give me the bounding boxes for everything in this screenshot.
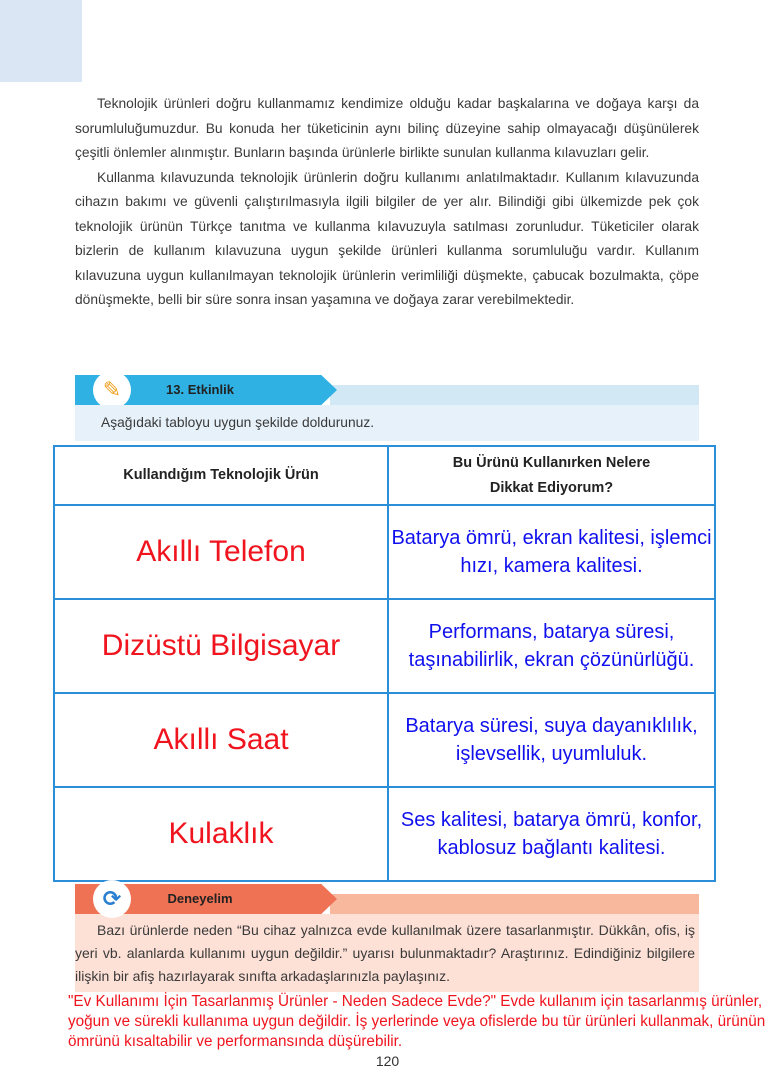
- experiment-text: Bazı ürünlerde neden “Bu cihaz yalnızca evde kullanılmak üzere tasarlanmıştır. Dükkân, ofis, iş yeri vb. alanlarda kullanımı uygun değildir.” uyarısı bulunmaktadır? Araştırınız. Edindiğiniz bilgilere ilişkin bir afiş hazırlayarak sınıfta arkadaşlarınızla paylaşınız.: [75, 922, 695, 984]
- table-row: [54, 599, 715, 693]
- experiment-banner: [75, 884, 699, 914]
- paragraph: Teknolojik ürünleri doğru kullanmamız kendimize olduğu kadar başkalarına ve doğaya karşı da sorumluluğumuzdur. Bu konuda her tüketicinin aynı bilinç düzeyine sahip olmayacağı düşünülerek çeşitli önlemler alınmıştır. Bunların başında ürünlerle birlikte sunulan kullanma kılavuzları gelir.: [75, 96, 699, 160]
- experiment-section: [0, 884, 775, 1069]
- experiment-box: [75, 914, 699, 992]
- activity-instruction-box: [75, 405, 699, 441]
- pencil-icon: ✎: [93, 371, 131, 409]
- product-cell: Kulaklık: [54, 787, 388, 881]
- answer-table: [53, 445, 716, 882]
- table-row: [54, 787, 715, 881]
- answer-cell: Batarya süresi, suya dayanıklılık, işlevsellik, uyumluluk.: [388, 693, 715, 787]
- refresh-icon: ⟳: [93, 880, 131, 918]
- answer-cell: Performans, batarya süresi, taşınabilirlik, ekran çözünürlüğü.: [388, 599, 715, 693]
- corner-decoration: [0, 0, 82, 82]
- intro-text: [75, 92, 699, 313]
- answer-cell: Ses kalitesi, batarya ömrü, konfor, kablosuz bağlantı kalitesi.: [388, 787, 715, 881]
- activity-title: 13. Etkinlik: [166, 382, 234, 397]
- page-number: 120: [375, 1053, 400, 1069]
- product-cell: Akıllı Telefon: [54, 505, 388, 599]
- experiment-answer: "Ev Kullanımı İçin Tasarlanmış Ürünler - Neden Sadece Evde?" Evde kullanım için tasarlanmış ürünler, yoğun ve sürekli kullanıma uygun değildir. İş yerlerinde veya ofislerde bu tür ürünleri kullanmak, ürünün ömrünü kısaltabilir ve performansında düşürebilir.: [68, 993, 766, 1050]
- answer-cell: Batarya ömrü, ekran kalitesi, işlemci hızı, kamera kalitesi.: [388, 505, 715, 599]
- product-cell: Akıllı Saat: [54, 693, 388, 787]
- activity-banner: [75, 375, 699, 405]
- activity-instruction: Aşağıdaki tabloyu uygun şekilde doldurunuz.: [101, 415, 375, 430]
- table-row: [54, 693, 715, 787]
- table-header-row: [54, 446, 715, 505]
- paragraph: Kullanma kılavuzunda teknolojik ürünlerin doğru kullanımı anlatılmaktadır. Kullanım kılavuzunda cihazın bakımı ve güvenli çalıştırılmasıyla ilgili bilgiler de yer alır. Bilindiği gibi ülkemizde pek çok teknolojik ürünün Türkçe tanıtma ve kullanma kılavuzuyla satılması zorunludur. Tüketiciler olarak bizlerin de kullanım kılavuzuna uygun şekilde ürünleri kullanma sorumluluğu vardır. Kullanım kılavuzuna uygun kullanılmayan teknolojik ürünlerin verimliliği düşmekte, çabucak bozulmakta, çöpe dönüşmekte, belli bir süre sonra insan yaşamına ve doğaya zarar verebilmektedir.: [75, 169, 699, 307]
- table-row: [54, 505, 715, 599]
- product-cell: Dizüstü Bilgisayar: [54, 599, 388, 693]
- header-attention: Bu Ürünü Kullanırken Nelere Dikkat Ediyorum?: [388, 446, 715, 505]
- experiment-title: Deneyelim: [167, 891, 233, 906]
- header-product: Kullandığım Teknolojik Ürün: [54, 446, 388, 505]
